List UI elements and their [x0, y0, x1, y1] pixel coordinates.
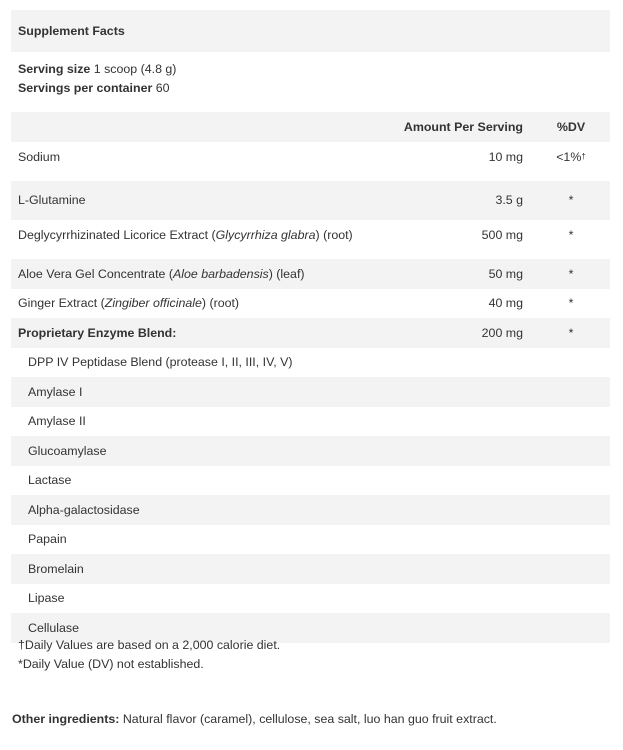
nutrient-amount: 50 mg: [488, 266, 523, 281]
nutrient-dv: [551, 142, 591, 172]
header-dv: %DV: [556, 120, 586, 134]
footnote-dv-not-established: *Daily Value (DV) not established.: [18, 657, 204, 671]
serving-size-label: Serving size: [18, 62, 91, 76]
serving-size-value: 1 scoop (4.8 g): [93, 62, 177, 76]
enzyme-name: Alpha-galactosidase: [28, 502, 140, 517]
enzyme-name: Bromelain: [28, 561, 84, 576]
enzyme-row: [11, 348, 610, 378]
other-ingredients: [12, 712, 497, 726]
nutrient-name: [18, 259, 305, 289]
nutrient-name: Sodium: [18, 149, 61, 164]
nutrient-dv: *: [568, 193, 574, 207]
nutrient-amount: 40 mg: [488, 296, 523, 311]
enzyme-row: [11, 495, 610, 525]
enzyme-name: Cellulase: [28, 620, 79, 635]
footnotes: [18, 636, 280, 674]
servings-per-container-label: Servings per container: [18, 81, 153, 95]
table-row: [11, 220, 610, 250]
enzyme-row: [11, 466, 610, 496]
name-part: ) (root): [201, 296, 240, 311]
serving-info: [11, 55, 610, 100]
nutrient-dv: *: [568, 296, 574, 311]
enzyme-name: Lactase: [28, 473, 72, 488]
table-header: [11, 112, 610, 142]
serving-size: [18, 60, 610, 79]
table-row: [11, 181, 610, 220]
table-row: [11, 318, 610, 348]
name-part: ) (root): [315, 227, 353, 242]
servings-per-container: [18, 79, 610, 98]
dv-mark: †: [581, 152, 586, 162]
nutrient-name: [18, 289, 239, 319]
nutrient-name: L-Glutamine: [18, 193, 86, 207]
nutrient-name: [18, 220, 353, 250]
enzyme-name: Glucoamylase: [28, 443, 107, 458]
other-ingredients-text: Natural flavor (caramel), cellulose, sea salt, luo han guo fruit extract.: [122, 712, 497, 726]
footnote-daily-values: †Daily Values are based on a 2,000 calorie diet.: [18, 638, 281, 652]
name-part: Aloe Vera Gel Concentrate (: [18, 266, 173, 281]
enzyme-row: [11, 554, 610, 584]
name-part: Ginger Extract (: [18, 296, 105, 311]
enzyme-row: [11, 407, 610, 437]
name-part: Deglycyrrhizinated Licorice Extract (: [18, 227, 216, 242]
enzyme-name: DPP IV Peptidase Blend (protease I, II, III, IV, V): [28, 355, 293, 370]
enzyme-row: [11, 436, 610, 466]
nutrient-name: Proprietary Enzyme Blend:: [18, 325, 177, 340]
nutrient-amount: 200 mg: [481, 325, 523, 340]
enzyme-row: [11, 377, 610, 407]
other-ingredients-label: Other ingredients:: [12, 712, 120, 726]
nutrient-table: [11, 112, 610, 643]
servings-per-container-value: 60: [155, 81, 170, 95]
enzyme-name: Lipase: [28, 591, 65, 606]
enzyme-name: Papain: [28, 532, 67, 547]
latin-name: Aloe barbadensis: [172, 266, 269, 281]
enzyme-name: Amylase I: [28, 384, 83, 399]
table-row: [11, 289, 610, 319]
nutrient-amount: 10 mg: [488, 149, 523, 164]
latin-name: Zingiber officinale: [104, 296, 202, 311]
latin-name: Glycyrrhiza glabra: [215, 227, 316, 242]
enzyme-name: Amylase II: [28, 414, 86, 429]
header-amount: Amount Per Serving: [403, 120, 523, 134]
nutrient-dv: *: [568, 325, 574, 340]
name-part: ) (leaf): [268, 266, 305, 281]
nutrient-dv: *: [568, 266, 574, 281]
enzyme-row: [11, 584, 610, 614]
nutrient-dv: *: [568, 227, 574, 242]
supplement-facts-title: [11, 10, 610, 52]
nutrient-amount: 3.5 g: [495, 193, 523, 207]
title-text: Supplement Facts: [18, 24, 125, 38]
table-row: [11, 259, 610, 289]
table-row: [11, 142, 610, 172]
dv-value: <1%: [556, 149, 582, 164]
enzyme-row: [11, 525, 610, 555]
nutrient-amount: 500 mg: [481, 227, 523, 242]
